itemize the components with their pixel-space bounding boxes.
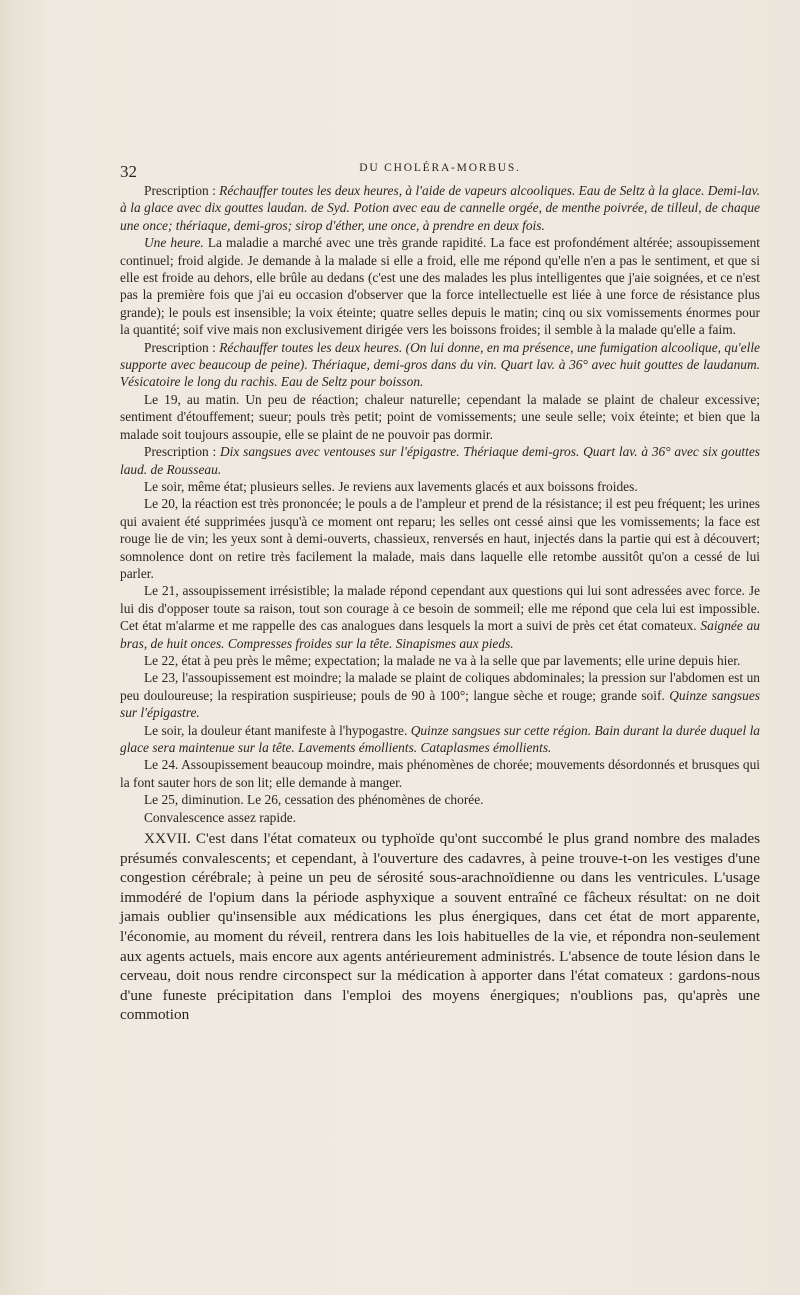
text-run: Le 25, diminution. Le 26, cessation des phénomènes de chorée. — [144, 792, 484, 808]
text-run: Prescription : — [144, 183, 220, 198]
italic-text: Réchauffer toutes les deux heures. (On lui donne, en ma présence, une fumigation alcoolique, qu'elle supporte avec beaucoup de peine). Thériaque, demi-gros dans du vin. Quart lav. à 36° avec huit gouttes de laudanum. Vésicatoire le long du rachis. Eau de Seltz pour boisson. — [120, 339, 760, 390]
italic-text: Une heure. — [144, 235, 204, 251]
text-run: Le 24. Assoupissement beaucoup moindre, mais phénomènes de chorée; mouvements désordonnés et brusques qui la font sauter hors de son lit; elle demande à manger. — [120, 757, 760, 790]
page-header — [120, 160, 760, 182]
text-run: Le 19, au matin. Un peu de réaction; chaleur naturelle; cependant la malade se plaint de chaleur excessive; sentiment d'étouffement; sueur; pouls très petit; point de vomissements; une seule selle; voix éteinte; et bien que la malade soit toujours assoupie, elle se plaint de ne pouvoir pas dormir. — [120, 391, 760, 442]
paragraph — [120, 182, 760, 234]
paragraph — [120, 652, 760, 669]
italic-text: Réchauffer toutes les deux heures, à l'aide de vapeurs alcooliques. Eau de Seltz à la glace. Demi-lav. à la glace avec dix gouttes laudan. de Syd. Potion avec eau de cannelle orgée, de menthe poivrée, de tilleul, de chaque une once; thériaque, demi-gros; sirop d'éther, une once, à prendre en deux fois. — [120, 183, 760, 233]
paragraph — [120, 669, 760, 721]
case-notes — [120, 182, 760, 826]
paragraph — [120, 391, 760, 443]
text-run: Convalescence assez rapide. — [144, 809, 297, 825]
body-text — [120, 182, 760, 1025]
paragraph — [120, 722, 760, 757]
italic-text: Saignée au bras, de huit onces. Compresses froides sur la tête. Sinapismes aux pieds. — [120, 618, 760, 651]
page-number: 32 — [120, 162, 137, 181]
text-run: Le 21, assoupissement irrésistible; la malade répond cependant aux questions qui lui sont adressées avec force. Je lui dis d'opposer toute sa raison, tout son courage à ce besoin de sommeil; elle me répond que cela lui est impossible. Cet état m'alarme et me rappelle des cas analogues dans lesquels la mort a suivi de près cet état comateux. — [120, 583, 760, 634]
text-run: Prescription : — [144, 339, 220, 355]
running-title: DU CHOLÉRA-MORBUS. — [359, 162, 521, 174]
section-xxvii — [120, 829, 760, 1025]
text-run: Le 20, la réaction est très prononcée; le pouls a de l'ampleur et prend de la résistance; il est peu fréquent; les urines qui avaient été supprimées jusqu'à ce moment ont reparu; les selles ont cessé ainsi que les vomissements; la face est rouge lie de vin; les yeux sont à demi-ouverts, chassieux, renversés en haut, injectés dans la partie qui est à découvert; somnolence dont on retire très facilement la malade, mais dans laquelle elle retombe aussitôt qu'on a cessé de lui parler. — [120, 496, 760, 581]
text-run: Le 23, l'assoupissement est moindre; la malade se plaint de coliques abdominales; la pression sur l'abdomen est un peu douloureuse; la respiration suspirieuse; pouls de 90 à 100°; langue sèche et rouge; grande soif. — [120, 670, 760, 703]
text-run: Le 22, état à peu près le même; expectation; la malade ne va à la selle que par lavements; elle urine depuis hier. — [144, 652, 741, 668]
paragraph — [120, 791, 760, 808]
paragraph — [120, 443, 760, 478]
paragraph — [120, 234, 760, 338]
italic-text: Dix sangsues avec ventouses sur l'épigastre. Thériaque demi-gros. Quart lav. à 36° avec six gouttes laud. de Rousseau. — [120, 444, 760, 477]
text-run: La maladie a marché avec une très grande rapidité. La face est profondément altérée; assoupissement continuel; froid algide. Je demande à la malade si elle a froid, elle me répond qu'elle n'en a pas le sentiment, et que si elle est froide au dehors, elle brûle au dedans (c'est une des malades les plus intelligentes que j'aie soignées, et ce n'est pas la première fois que j'ai eu occasion d'observer que la force intellectuelle est liée à une force de résistance plus grande); le pouls est insensible; la voix éteinte; quatre selles depuis le matin; cinq ou six vomissements énormes pour la quantité; soif vive mais non exclusivement dirigée vers les boissons froides; il semble à la malade qu'elle a faim. — [120, 235, 760, 338]
paragraph — [120, 809, 760, 826]
paragraph — [120, 756, 760, 791]
text-run: Le soir, même état; plusieurs selles. Je reviens aux lavements glacés et aux boissons froides. — [144, 478, 638, 494]
italic-text: Quinze sangsues sur cette région. Bain durant la durée duquel la glace sera maintenue sur la tête. Lavements émollients. Cataplasmes émollients. — [120, 722, 760, 755]
text-run: Le soir, la douleur étant manifeste à l'hypogastre. — [144, 722, 411, 738]
paragraph — [120, 582, 760, 652]
italic-text: Quinze sangsues sur l'épigastre. — [120, 687, 760, 721]
text-run: Prescription : — [144, 444, 220, 460]
section-paragraph: XXVII. C'est dans l'état comateux ou typhoïde qu'ont succombé le plus grand nombre des malades présumés convalescents; et cependant, à l'ouverture des cadavres, à peine trouve-t-on les vestiges d'une congestion cérébrale; à peine un peu de sérosité sous-arachnoïdienne ou dans les ventricules. L'usage immodéré de l'opium dans la période asphyxique a souvent entraîné ce fâcheux résultat: on ne doit jamais oublier qu'insensible aux médications les plus énergiques, dans cet état de mort apparente, l'économie, au moment du réveil, rentrera dans les lois habituelles de la vie, et répondra non-seulement aux agents actuels, mais encore aux agents antérieurement administrés. L'absence de toute lésion dans le cerveau, doit nous rendre circonspect sur la médication à apporter dans l'état comateux : gardons-nous d'une funeste précipitation dans l'emploi des moyens énergiques; n'oublions pas, qu'après une commotion — [120, 830, 760, 1024]
paragraph — [120, 478, 760, 495]
paragraph — [120, 339, 760, 391]
paragraph — [120, 495, 760, 582]
